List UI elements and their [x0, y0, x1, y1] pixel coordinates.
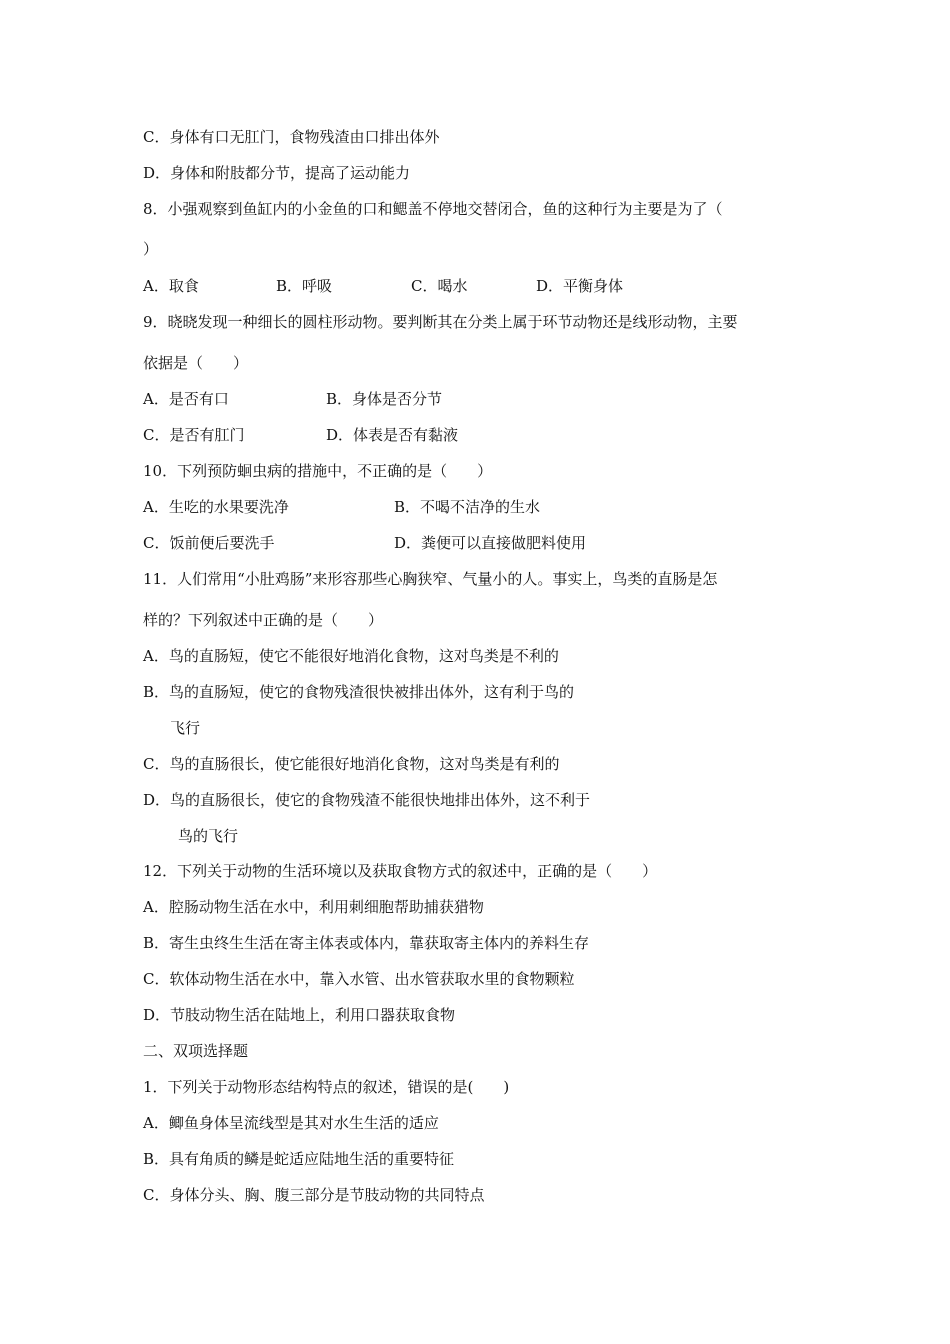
question-8-option-a: A．取食	[143, 277, 199, 295]
question-12-option-a: A．腔肠动物生活在水中，利用刺细胞帮助捕获猎物	[143, 898, 484, 916]
question-11-option-b: B．鸟的直肠短，使它的食物残渣很快被排出体外，这有利于鸟的	[143, 683, 575, 701]
question-11-option-b-continued: 飞行	[170, 719, 201, 737]
question-8-option-d: D．平衡身体	[536, 277, 624, 295]
section2-question-1-text: 1．下列关于动物形态结构特点的叙述，错误的是( )	[143, 1078, 510, 1096]
question-11-option-a: A．鸟的直肠短，使它不能很好地消化食物，这对鸟类是不利的	[143, 647, 559, 665]
question-12-option-b: B．寄生虫终生生活在寄主体表或体内，靠获取寄主体内的养料生存	[143, 934, 590, 952]
question-8-text: 8．小强观察到鱼缸内的小金鱼的口和鳃盖不停地交替闭合，鱼的这种行为主要是为了（	[143, 200, 723, 218]
question-9-option-c: C．是否有肛门	[143, 426, 245, 444]
question-8-option-b: B．呼吸	[276, 277, 333, 295]
question-10-option-a: A．生吃的水果要洗净	[143, 498, 289, 516]
question-8-text-continued: ）	[143, 240, 159, 258]
question-11-option-d-continued: 鸟的飞行	[178, 827, 239, 845]
question-10-option-d: D．粪便可以直接做肥料使用	[394, 534, 587, 552]
question-10-text: 10．下列预防蛔虫病的措施中，不正确的是（ ）	[143, 462, 493, 480]
question-12-text: 12．下列关于动物的生活环境以及获取食物方式的叙述中，正确的是（ ）	[143, 862, 658, 880]
option-line: D．身体和附肢都分节，提高了运动能力	[143, 164, 411, 182]
question-11-option-d: D．鸟的直肠很长，使它的食物残渣不能很快地排出体外，这不利于	[143, 791, 591, 809]
question-9-option-d: D．体表是否有黏液	[326, 426, 459, 444]
section2-question-1-option-a: A．鲫鱼身体呈流线型是其对水生生活的适应	[143, 1114, 439, 1132]
section-heading: 二、双项选择题	[143, 1042, 249, 1060]
question-9-option-b: B．身体是否分节	[326, 390, 443, 408]
question-11-option-c: C．鸟的直肠很长，使它能很好地消化食物，这对鸟类是有利的	[143, 755, 560, 773]
section2-question-1-option-b: B．具有角质的鳞是蛇适应陆地生活的重要特征	[143, 1150, 455, 1168]
question-9-text: 9．晓晓发现一种细长的圆柱形动物。要判断其在分类上属于环节动物还是线形动物，主要	[143, 313, 738, 331]
question-12-option-d: D．节肢动物生活在陆地上，利用口器获取食物	[143, 1006, 456, 1024]
question-9-option-a: A．是否有口	[143, 390, 229, 408]
question-8-option-c: C．喝水	[411, 277, 468, 295]
question-11-text-continued: 样的？下列叙述中正确的是（ ）	[143, 611, 384, 629]
question-10-option-b: B．不喝不洁净的生水	[394, 498, 541, 516]
option-line: C．身体有口无肛门，食物残渣由口排出体外	[143, 128, 440, 146]
question-12-option-c: C．软体动物生活在水中，靠入水管、出水管获取水里的食物颗粒	[143, 970, 575, 988]
question-10-option-c: C．饭前便后要洗手	[143, 534, 275, 552]
question-9-text-continued: 依据是（ ）	[143, 354, 249, 372]
section2-question-1-option-c: C．身体分头、胸、腹三部分是节肢动物的共同特点	[143, 1186, 485, 1204]
question-11-text: 11．人们常用“小肚鸡肠”来形容那些心胸狭窄、气量小的人。事实上，鸟类的直肠是怎	[143, 570, 718, 588]
